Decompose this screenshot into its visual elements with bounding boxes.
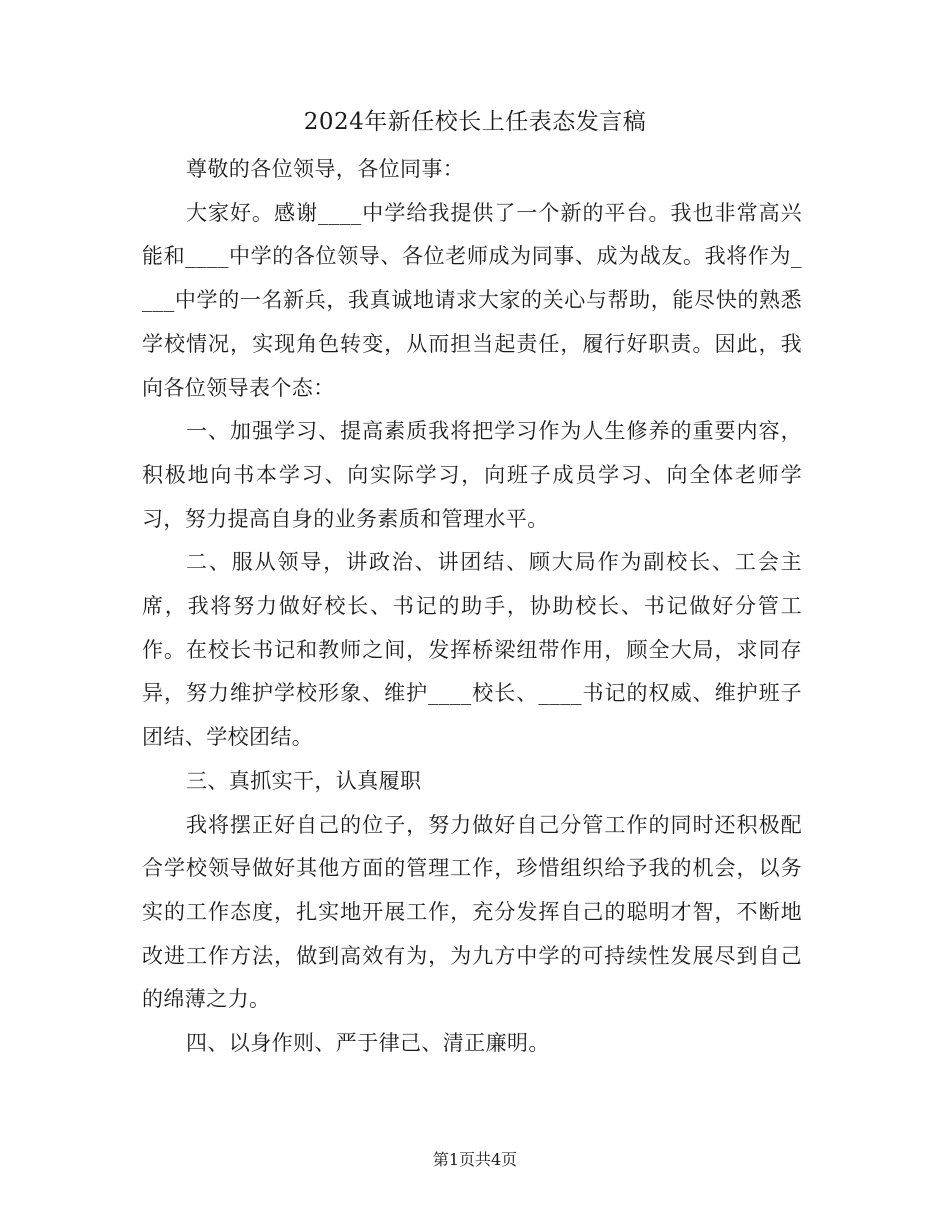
point-one-paragraph: 一、加强学习、提高素质我将把学习作为人生修养的重要内容，积极地向书本学习、向实际学习，向班子成员学习、向全体老师学习，努力提高自身的业务素质和管理水平。 xyxy=(142,419,802,531)
page-number-footer: 第1页共4页 xyxy=(432,1150,518,1169)
document-body xyxy=(142,148,802,1066)
point-three-paragraph: 我将摆正好自己的位子，努力做好自己分管工作的同时还积极配合学校领导做好其他方面的管理工作，珍惜组织给予我的机会，以务实的工作态度，扎实地开展工作，充分发挥自己的聪明才智，不断地改进工作方法，做到高效有为，为九方中学的可持续性发展尽到自己的绵薄之力。 xyxy=(142,812,802,1012)
salutation-paragraph: 尊敬的各位领导，各位同事： xyxy=(186,157,465,181)
point-two-paragraph: 二、服从领导，讲政治、讲团结、顾大局作为副校长、工会主席，我将努力做好校长、书记的助手，协助校长、书记做好分管工作。在校长书记和教师之间，发挥桥梁纽带作用，顾全大局，求同存异，努力维护学校形象、维护____校长、____书记的权威、维护班子团结、学校团结。 xyxy=(142,550,802,750)
opening-paragraph: 大家好。感谢____中学给我提供了一个新的平台。我也非常高兴能和____中学的各位领导、各位老师成为同事、成为战友。我将作为____中学的一名新兵，我真诚地请求大家的关心与帮助，能尽快的熟悉学校情况，实现角色转变，从而担当起责任，履行好职责。因此，我向各位领导表个态： xyxy=(142,200,802,400)
document-title: 2024年新任校长上任表态发言稿 xyxy=(303,109,647,135)
point-four-heading: 四、以身作则、严于律己、清正廉明。 xyxy=(186,1031,550,1056)
point-three-heading: 三、真抓实干，认真履职 xyxy=(186,768,422,793)
